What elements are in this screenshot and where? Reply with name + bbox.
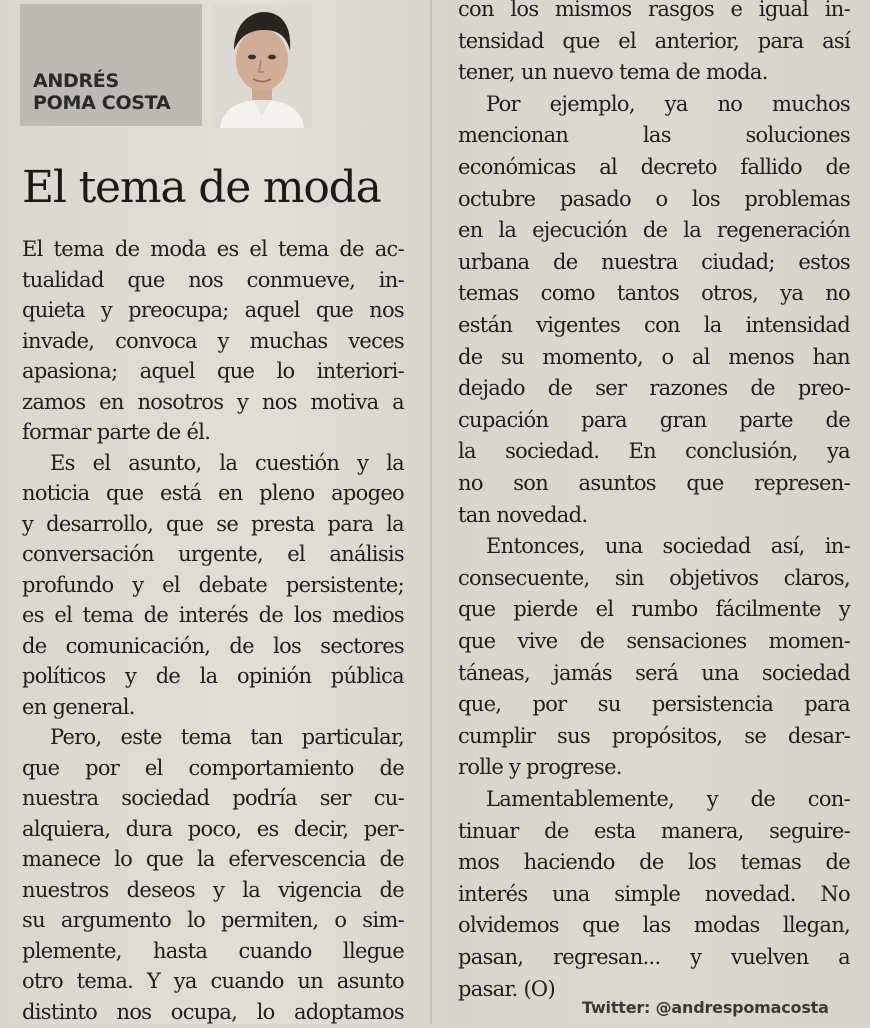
author-name (33, 70, 170, 114)
text-line: rolle y progrese. (458, 755, 622, 780)
text-line: otro tema. Y ya cuando un asunto (22, 969, 404, 993)
twitter-handle: Twitter: @andrespomacosta (582, 998, 829, 1017)
text-line: formar parte de él. (22, 420, 211, 444)
text-line: Pero, este tema tan particular, (50, 725, 404, 749)
author-last-name: POMA COSTA (33, 92, 171, 114)
text-line: olvidemos que las modas llegan, (458, 913, 850, 938)
text-line: tinuar de esta manera, seguire- (458, 818, 850, 843)
text-line: pasan, regresan... y vuelven a (458, 945, 850, 969)
text-line: temas como tantos otros, ya no (458, 281, 850, 306)
text-line: Por ejemplo, ya no muchos (486, 91, 850, 116)
text-line: urbana de nuestra ciudad; estos (458, 249, 850, 274)
text-line: distinto nos ocupa, lo adoptamos (22, 999, 404, 1024)
text-line: tan novedad. (458, 502, 588, 527)
text-line: políticos y de la opinión pública (22, 664, 404, 688)
text-line: invade, convoca y muchas veces (22, 328, 404, 353)
text-line: quieta y preocupa; aquel que nos (22, 298, 404, 322)
text-line: Entonces, una sociedad así, in- (486, 534, 850, 559)
text-line: plemente, hasta cuando llegue (22, 938, 404, 963)
text-line: la sociedad. En conclusión, ya (458, 439, 850, 464)
text-line: táneas, jamás será una sociedad (458, 660, 850, 685)
text-line: pasar. (O) (458, 976, 555, 1001)
author-photo (212, 4, 312, 128)
text-line: tener, un nuevo tema de moda. (458, 60, 768, 85)
text-line: nuestra sociedad podría ser cu- (22, 786, 404, 810)
text-line: octubre pasado o los problemas (458, 186, 850, 211)
text-line: interés una simple novedad. No (458, 881, 850, 906)
text-line: mos haciendo de los temas de (458, 850, 850, 875)
text-line: con los mismos rasgos e igual in- (458, 0, 850, 21)
text-line: están vigentes con la intensidad (458, 313, 850, 337)
text-line: Lamentablemente, y de con- (486, 787, 850, 811)
text-line: que pierde el rumbo fácilmente y (458, 597, 850, 622)
text-line: manece lo que la efervescencia de (22, 847, 404, 871)
text-line: que por el comportamiento de (22, 755, 404, 780)
text-line: conversación urgente, el análisis (22, 542, 404, 566)
text-line: Es el asunto, la cuestión y la (50, 450, 404, 475)
text-line: tensidad que el anterior, para así (458, 28, 850, 53)
text-line: profundo y el debate persistente; (22, 572, 404, 597)
text-line: dejado de ser razones de preo- (458, 376, 850, 401)
text-line: es el tema de interés de los medios (22, 603, 404, 627)
text-line: apasiona; aquel que lo interiori- (22, 359, 404, 383)
text-line: que vive de sensaciones momen- (458, 629, 850, 653)
text-line: no son asuntos que represen- (458, 471, 850, 495)
text-line: cupación para gran parte de (458, 407, 850, 432)
text-line: en general. (22, 694, 135, 719)
text-line: noticia que está en pleno apogeo (22, 481, 404, 505)
text-line: que, por su persistencia para (458, 692, 850, 717)
text-line: en la ejecución de la regeneración (458, 218, 850, 243)
text-line: de su momento, o al menos han (458, 344, 850, 369)
text-line: nuestros deseos y la vigencia de (22, 877, 404, 902)
text-line: zamos en nosotros y nos motiva a (22, 389, 404, 414)
text-line: económicas al decreto fallido de (458, 155, 850, 179)
text-line: El tema de moda es el tema de ac- (22, 237, 404, 261)
text-line: cumplir sus propósitos, se desar- (458, 723, 850, 748)
text-line: su argumento lo permiten, o sim- (22, 908, 404, 932)
text-line: de comunicación, de los sectores (22, 633, 404, 658)
text-line: consecuente, sin objetivos claros, (458, 565, 850, 590)
text-line: alquiera, dura poco, es decir, per- (22, 816, 404, 841)
text-line: tualidad que nos conmueve, in- (22, 267, 404, 292)
text-line: mencionan las soluciones (458, 123, 850, 148)
text-line: y desarrollo, que se presta para la (22, 511, 404, 536)
article-headline: El tema de moda (22, 162, 381, 213)
column-divider (430, 0, 432, 1024)
author-first-name: ANDRÉS (33, 70, 119, 92)
